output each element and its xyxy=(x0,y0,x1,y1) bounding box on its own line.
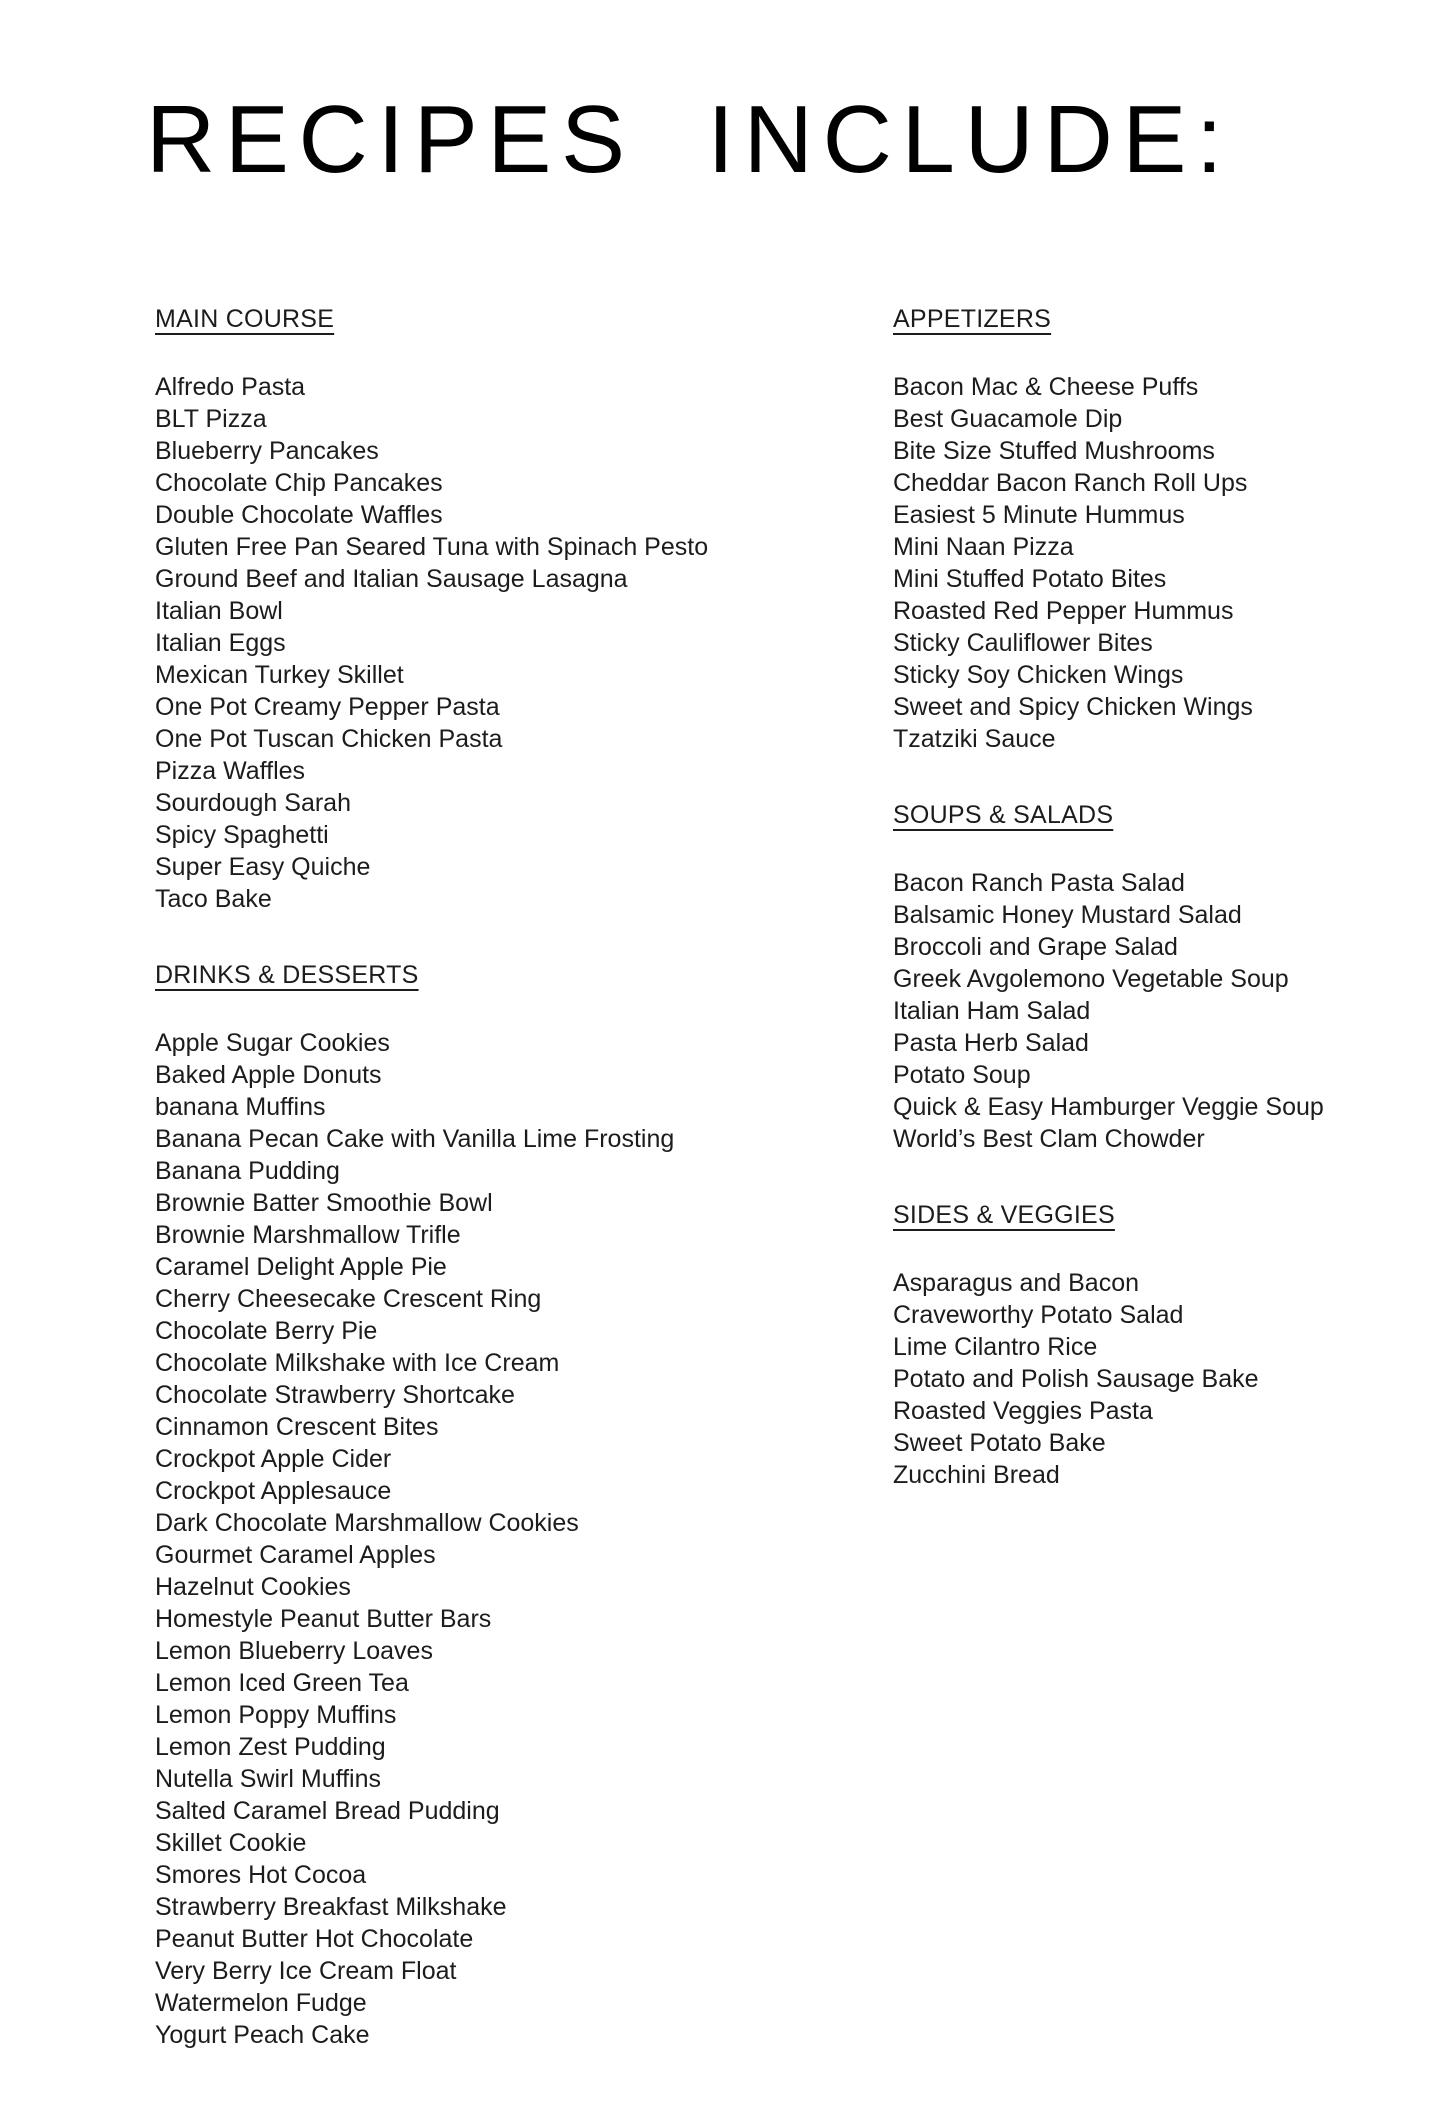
recipe-item: Tzatziki Sauce xyxy=(893,725,1056,753)
recipe-item: Pasta Herb Salad xyxy=(893,1029,1089,1057)
recipe-item: Sourdough Sarah xyxy=(155,789,351,817)
recipe-item: Potato and Polish Sausage Bake xyxy=(893,1365,1259,1393)
recipe-item: Lemon Zest Pudding xyxy=(155,1733,386,1761)
recipe-list-sides-veggies xyxy=(893,1267,1373,1491)
right-column xyxy=(893,303,1373,1535)
recipe-item: Banana Pecan Cake with Vanilla Lime Frosting xyxy=(155,1125,675,1153)
recipe-item: Quick & Easy Hamburger Veggie Soup xyxy=(893,1093,1324,1121)
recipe-item: Very Berry Ice Cream Float xyxy=(155,1957,457,1985)
recipe-item: Lemon Blueberry Loaves xyxy=(155,1637,433,1665)
section-sides-veggies xyxy=(893,1199,1373,1491)
recipe-item: World’s Best Clam Chowder xyxy=(893,1125,1205,1153)
recipe-item: Caramel Delight Apple Pie xyxy=(155,1253,447,1281)
recipe-item: Watermelon Fudge xyxy=(155,1989,367,2017)
recipe-item: Alfredo Pasta xyxy=(155,373,306,401)
left-column xyxy=(155,303,775,2095)
recipe-item: Mexican Turkey Skillet xyxy=(155,661,404,689)
recipe-item: Double Chocolate Waffles xyxy=(155,501,443,529)
recipe-item: Peanut Butter Hot Chocolate xyxy=(155,1925,474,1953)
recipe-item: Brownie Batter Smoothie Bowl xyxy=(155,1189,493,1217)
recipe-item: Crockpot Apple Cider xyxy=(155,1445,392,1473)
recipe-list-drinks-desserts xyxy=(155,1027,775,2051)
recipe-item: Bite Size Stuffed Mushrooms xyxy=(893,437,1215,465)
recipe-item: Lemon Iced Green Tea xyxy=(155,1669,409,1697)
recipe-item: Chocolate Strawberry Shortcake xyxy=(155,1381,515,1409)
recipe-item: Italian Eggs xyxy=(155,629,286,657)
section-drinks-desserts xyxy=(155,959,775,2051)
recipe-item: Chocolate Chip Pancakes xyxy=(155,469,443,497)
recipe-item: Cheddar Bacon Ranch Roll Ups xyxy=(893,469,1248,497)
section-heading-sides-veggies: SIDES & VEGGIES xyxy=(893,1201,1115,1229)
recipe-item: Greek Avgolemono Vegetable Soup xyxy=(893,965,1289,993)
recipe-list-appetizers xyxy=(893,371,1373,755)
page-title: RECIPES INCLUDE: xyxy=(146,86,1233,193)
recipe-item: Gourmet Caramel Apples xyxy=(155,1541,436,1569)
recipe-item: Gluten Free Pan Seared Tuna with Spinach Pesto xyxy=(155,533,709,561)
recipe-item: Brownie Marshmallow Trifle xyxy=(155,1221,461,1249)
recipe-list-main-course xyxy=(155,371,775,915)
recipe-item: Salted Caramel Bread Pudding xyxy=(155,1797,500,1825)
recipe-item: Skillet Cookie xyxy=(155,1829,307,1857)
recipe-item: Lime Cilantro Rice xyxy=(893,1333,1098,1361)
recipe-item: Easiest 5 Minute Hummus xyxy=(893,501,1185,529)
recipe-item: Sticky Soy Chicken Wings xyxy=(893,661,1184,689)
recipe-item: Cherry Cheesecake Crescent Ring xyxy=(155,1285,542,1313)
recipe-item: Blueberry Pancakes xyxy=(155,437,379,465)
recipe-item: Ground Beef and Italian Sausage Lasagna xyxy=(155,565,628,593)
section-appetizers xyxy=(893,303,1373,755)
recipe-item: Roasted Red Pepper Hummus xyxy=(893,597,1234,625)
recipe-item: Strawberry Breakfast Milkshake xyxy=(155,1893,507,1921)
recipe-item: Sweet Potato Bake xyxy=(893,1429,1106,1457)
recipe-item: Zucchini Bread xyxy=(893,1461,1060,1489)
section-soups-salads xyxy=(893,799,1373,1155)
recipe-item: Sticky Cauliflower Bites xyxy=(893,629,1153,657)
section-heading-soups-salads: SOUPS & SALADS xyxy=(893,801,1114,829)
recipe-item: Lemon Poppy Muffins xyxy=(155,1701,397,1729)
recipe-list-soups-salads xyxy=(893,867,1373,1155)
recipe-item: Asparagus and Bacon xyxy=(893,1269,1140,1297)
recipe-item: Craveworthy Potato Salad xyxy=(893,1301,1184,1329)
recipe-item: Chocolate Milkshake with Ice Cream xyxy=(155,1349,560,1377)
recipe-item: Broccoli and Grape Salad xyxy=(893,933,1178,961)
recipe-item: Nutella Swirl Muffins xyxy=(155,1765,382,1793)
recipe-item: Bacon Ranch Pasta Salad xyxy=(893,869,1185,897)
section-heading-drinks-desserts: DRINKS & DESSERTS xyxy=(155,961,419,989)
recipe-item: Spicy Spaghetti xyxy=(155,821,329,849)
recipe-item: Cinnamon Crescent Bites xyxy=(155,1413,439,1441)
recipe-item: Homestyle Peanut Butter Bars xyxy=(155,1605,492,1633)
recipe-item: Bacon Mac & Cheese Puffs xyxy=(893,373,1199,401)
recipe-item: Sweet and Spicy Chicken Wings xyxy=(893,693,1253,721)
recipe-item: Pizza Waffles xyxy=(155,757,306,785)
recipe-item: Crockpot Applesauce xyxy=(155,1477,392,1505)
recipe-item: BLT Pizza xyxy=(155,405,267,433)
recipe-item: Italian Bowl xyxy=(155,597,283,625)
recipe-item: Mini Naan Pizza xyxy=(893,533,1074,561)
recipe-item: Smores Hot Cocoa xyxy=(155,1861,367,1889)
recipe-item: Hazelnut Cookies xyxy=(155,1573,351,1601)
recipe-item: Yogurt Peach Cake xyxy=(155,2021,370,2049)
recipe-item: Balsamic Honey Mustard Salad xyxy=(893,901,1242,929)
section-heading-main-course: MAIN COURSE xyxy=(155,305,335,333)
section-main-course xyxy=(155,303,775,915)
recipe-item: Chocolate Berry Pie xyxy=(155,1317,378,1345)
recipe-item: One Pot Tuscan Chicken Pasta xyxy=(155,725,503,753)
recipe-item: Apple Sugar Cookies xyxy=(155,1029,390,1057)
recipe-item: Potato Soup xyxy=(893,1061,1031,1089)
recipe-item: One Pot Creamy Pepper Pasta xyxy=(155,693,500,721)
recipe-item: Best Guacamole Dip xyxy=(893,405,1123,433)
recipe-item: Mini Stuffed Potato Bites xyxy=(893,565,1167,593)
recipe-item: Dark Chocolate Marshmallow Cookies xyxy=(155,1509,579,1537)
recipe-item: Banana Pudding xyxy=(155,1157,340,1185)
recipe-item: Roasted Veggies Pasta xyxy=(893,1397,1153,1425)
recipe-item: Taco Bake xyxy=(155,885,272,913)
recipe-item: Super Easy Quiche xyxy=(155,853,371,881)
recipe-item: banana Muffins xyxy=(155,1093,326,1121)
recipe-item: Baked Apple Donuts xyxy=(155,1061,382,1089)
section-heading-appetizers: APPETIZERS xyxy=(893,305,1052,333)
recipe-item: Italian Ham Salad xyxy=(893,997,1091,1025)
